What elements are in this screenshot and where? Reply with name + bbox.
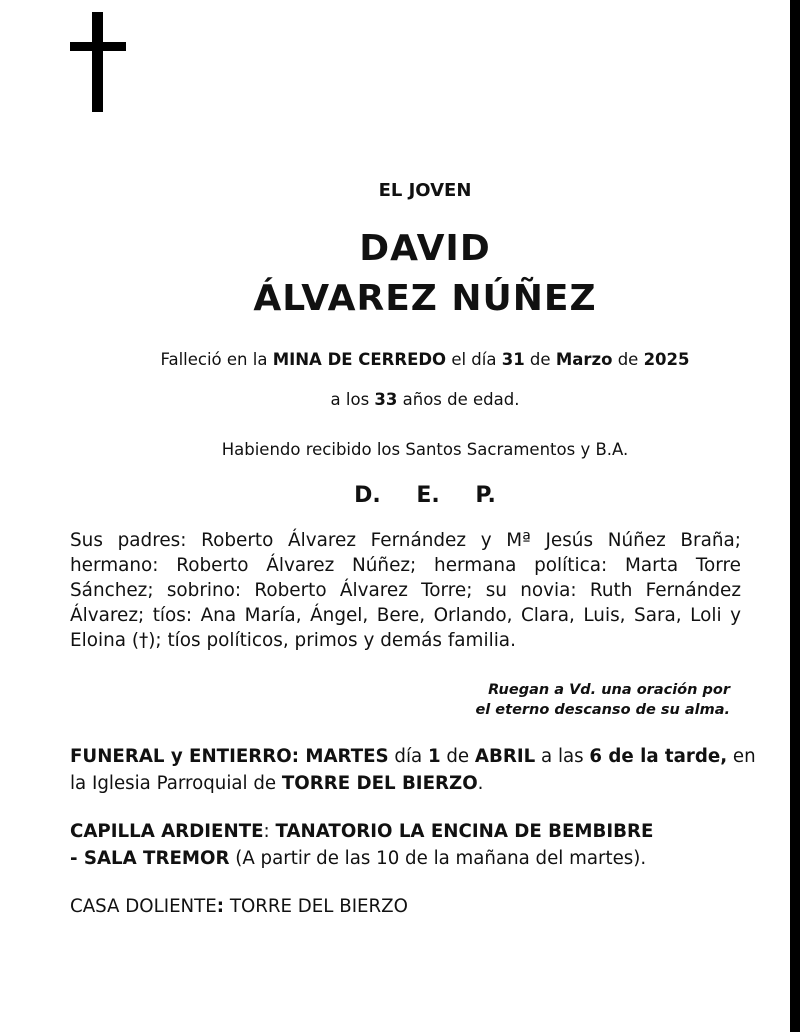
chapel-info: CAPILLA ARDIENTE: TANATORIO LA ENCINA DE BEMBIBRE - SALA TREMOR (A partir de las 10 de la mañana del martes). (70, 821, 654, 869)
prayer-line-1: Ruegan a Vd. una oración por (488, 682, 730, 698)
sacraments-notice: Habiendo recibido los Santos Sacramentos y B.A. (221, 440, 629, 459)
deceased-first-name: DAVID (359, 228, 491, 269)
funeral-info: FUNERAL y ENTIERRO: MARTES día 1 de ABRIL a las 6 de la tarde, en la Iglesia Parroquial de TORRE DEL BIERZO. (70, 746, 756, 794)
cross-icon (68, 12, 128, 112)
prayer-line-2: el eterno descanso de su alma. (475, 702, 730, 718)
prayer-request (330, 680, 730, 720)
age-notice: a los 33 años de edad. (330, 390, 520, 409)
family-paragraph: Sus padres: Roberto Álvarez Fernández y Mª Jesús Núñez Braña; hermano: Roberto Álvarez Núñez; hermana política: Marta Torre Sánchez; sobrino: Roberto Álvarez Torre; su novia: Ruth Fernández Álvarez; tíos: Ana María, Ángel, Bere, Orlando, Clara, Luis, Sara, Loli y Eloina (†); tíos políticos, primos y demás familia. (70, 530, 741, 651)
death-notice: Falleció en la MINA DE CERREDO el día 31 de Marzo de 2025 (160, 350, 690, 369)
family-home-info: CASA DOLIENTE: TORRE DEL BIERZO (70, 896, 408, 917)
prefix-label: EL JOVEN (378, 180, 472, 201)
deceased-surnames: ÁLVAREZ NÚÑEZ (253, 278, 597, 319)
rip-text: D. E. P. (354, 483, 496, 508)
